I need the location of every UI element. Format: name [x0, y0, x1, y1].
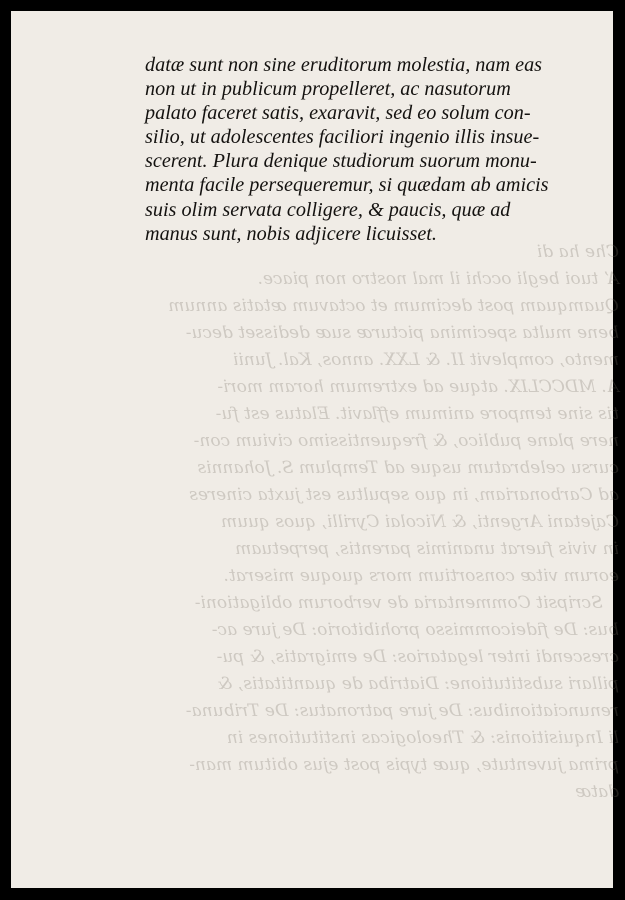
text-line: palato faceret satis, exaravit, sed eo solum con- [145, 102, 531, 125]
text-line: manus sunt, nobis adjicere licuisset. [145, 222, 437, 245]
show-through-text: Che ha di A’ tuoi begli occhi il mal nostro non piace. Quamquam post decimum et octavum ætatis annum bene multa specimina picturæ suæ dedisset decu- mento, complevit II. & LXX. annos, Kal. Junii A. MDCCLIX. atque ad extremum horam mori- tis sine tempore animum efflavit. Elatus est fu- nere plane publico, & frequentissimo civium con- cursu celebratum usque ad Templum S. Johannis ad Carbonariam, in quo sepultus est juxta cineres Cajetani Argenti, & Nicolai Cyrilli, quos quum in vivis fuerat unanimis parentis, perpetuam eorum vitæ consortium mors quoque miserat. Scripsit Commentaria de verborum obligationi- bus: De fideicommisso prohibitorio: De jure ac- crescendi inter legatarios: De emigratis, & pu- pillari substitutione: Diatriba de quantitatis, & renunciationibus: De jure patronatus: De Tribuna- li Inquisitionis: & Theologicas institutiones in prima juventute, quæ typis post ejus obitum man- datæ [168, 242, 619, 802]
text-line: datæ sunt non sine eruditorum molestia, nam eas [145, 54, 543, 76]
text-line: menta facile persequeremur, si quædam ab amicis [145, 174, 549, 197]
text-line: non ut in publicum propelleret, ac nasutorum [145, 78, 511, 101]
body-text [145, 53, 605, 246]
document-page [11, 11, 619, 888]
text-line: silio, ut adolescentes faciliori ingenio illis insue- [145, 126, 540, 149]
text-line: suis olim servata colligere, & paucis, quæ ad [145, 198, 511, 221]
text-line: scerent. Plura denique studiorum suorum monu- [145, 150, 537, 173]
